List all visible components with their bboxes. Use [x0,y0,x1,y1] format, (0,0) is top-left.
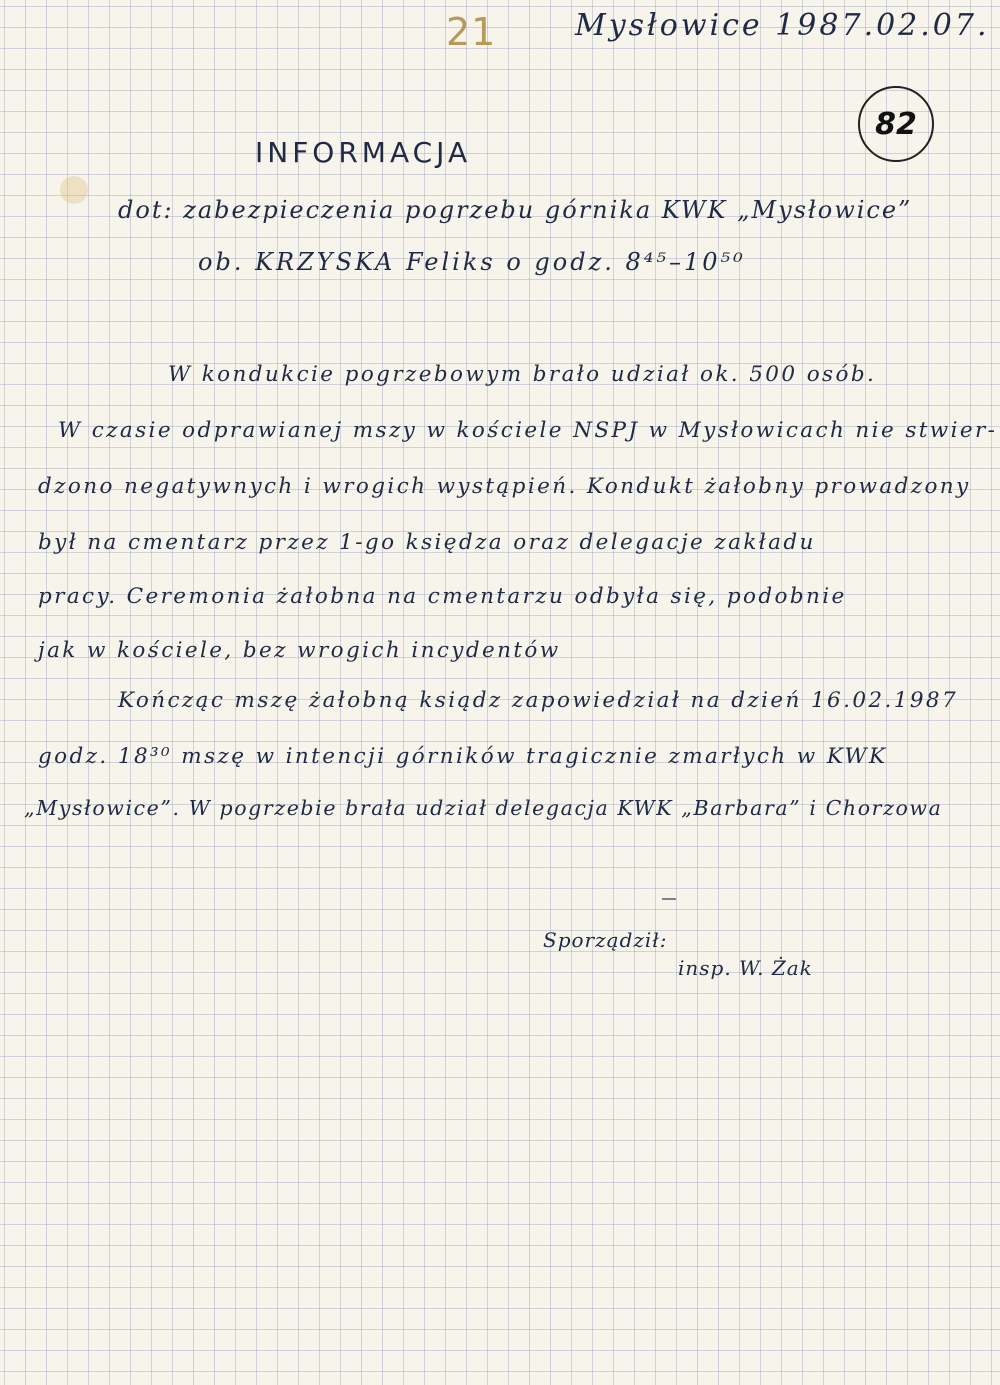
signature-name: insp. W. Żak [678,956,813,980]
page-number-stamp [858,86,934,162]
archive-number: 21 [446,10,497,54]
body-line-8: godz. 18³⁰ mszę w intencji górników tragicznie zmarłych w KWK [38,744,888,769]
place-date: Mysłowice 1987.02.07. [575,8,990,43]
dash-mark [662,898,676,900]
body-line-6: jak w kościele, bez wrogich incydentów [38,638,561,663]
body-line-5: pracy. Ceremonia żałobna na cmentarzu odbyła się, podobnie [38,584,847,609]
document-title: INFORMACJA [255,136,472,169]
body-line-3: dzono negatywnych i wrogich wystąpień. Kondukt żałobny prowadzony [38,474,971,499]
paper-stain [60,176,88,204]
body-line-7: Kończąc mszę żałobną ksiądz zapowiedział na dzień 16.02.1987 [118,688,959,713]
body-line-1: W kondukcie pogrzebowym brało udział ok. 500 osób. [168,362,877,387]
signature-label: Sporządził: [543,928,668,952]
body-line-9: „Mysłowice”. W pogrzebie brała udział delegacja KWK „Barbara” i Chorzowa [24,796,943,820]
subject-line-2: ob. KRZYSKA Feliks o godz. 8⁴⁵–10⁵⁰ [198,248,746,276]
body-line-2: W czasie odprawianej mszy w kościele NSPJ w Mysłowicach nie stwier- [58,418,998,443]
subject-line-1: dot: zabezpieczenia pogrzebu górnika KWK „Mysłowice” [118,196,913,224]
body-line-4: był na cmentarz przez 1-go księdza oraz delegacje zakładu [38,530,816,555]
page-number: 82 [875,106,917,142]
